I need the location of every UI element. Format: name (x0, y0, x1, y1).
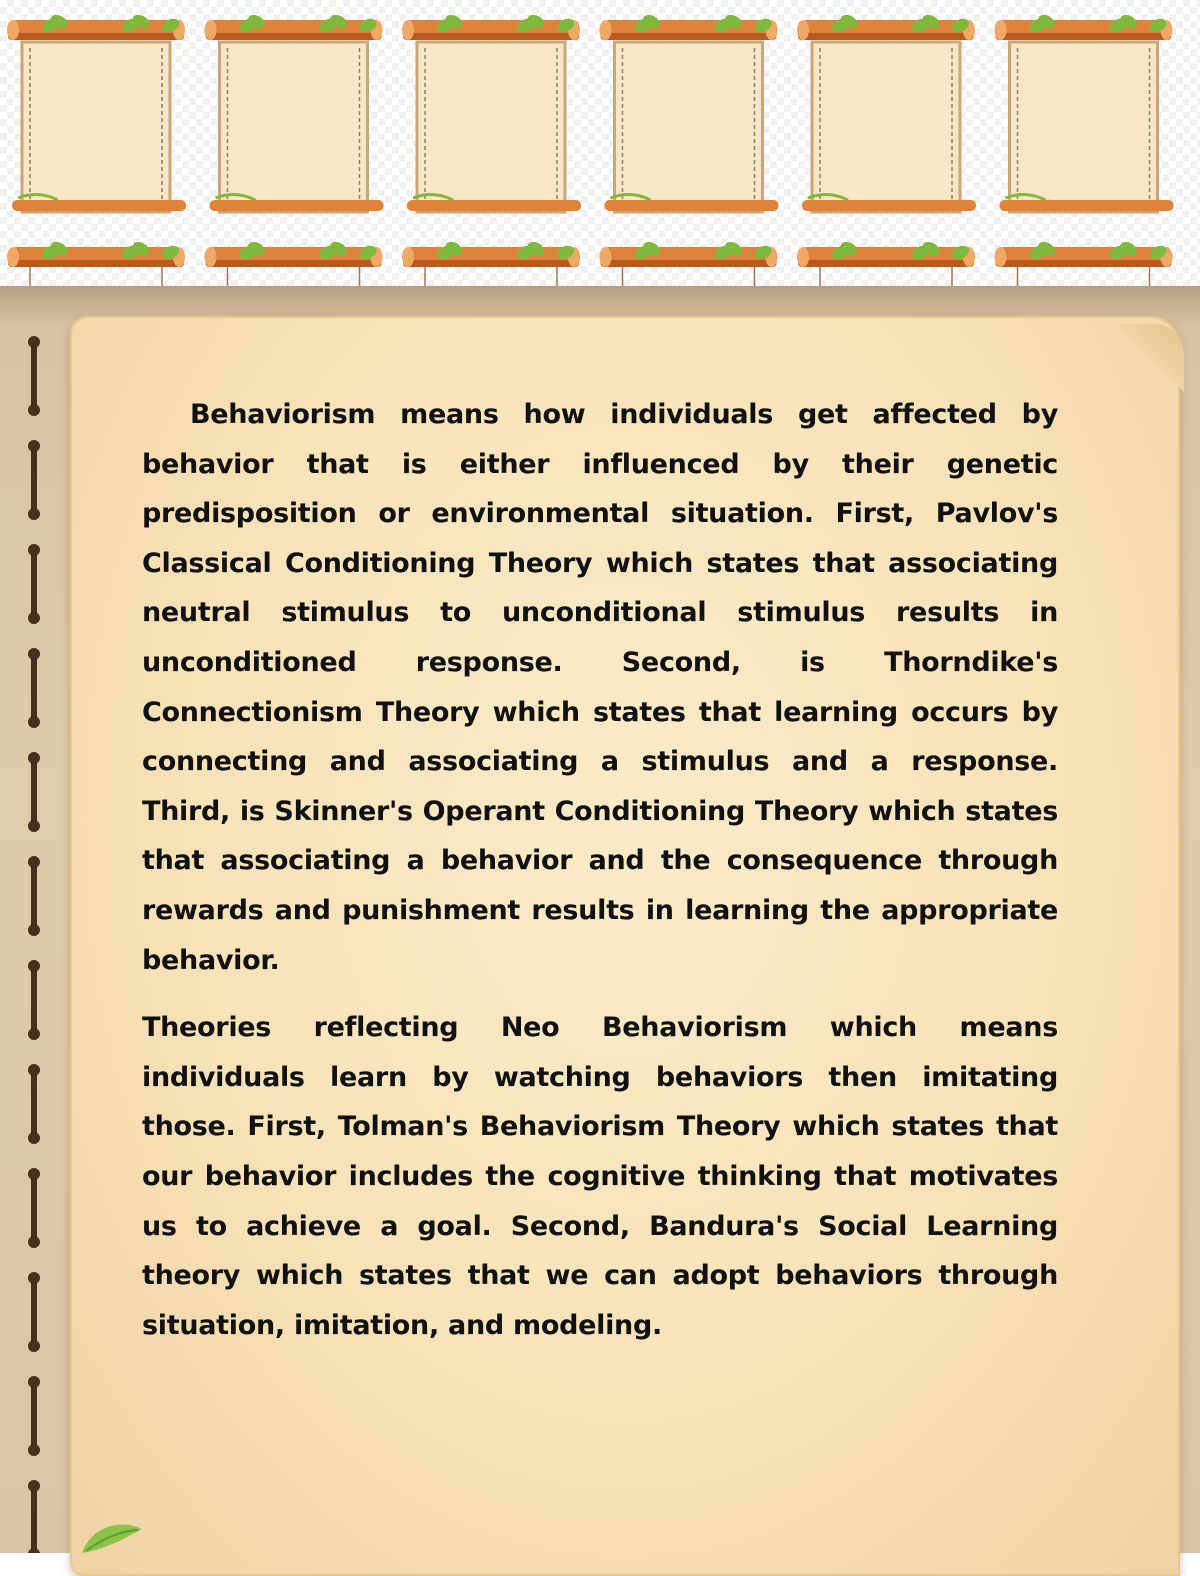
stitch (28, 960, 40, 1040)
stitch (28, 752, 40, 832)
leaf-corner-decoration (72, 1515, 152, 1555)
stitch (28, 336, 40, 416)
stitch (28, 1064, 40, 1144)
scroll-frame (995, 239, 1173, 286)
scroll-frame (205, 12, 384, 212)
decorative-frame-strip (0, 0, 1200, 286)
scroll-frame (7, 239, 185, 286)
stitch (28, 1480, 40, 1553)
scroll-frame (797, 239, 975, 286)
scroll-frame (797, 12, 976, 212)
stitch (28, 1376, 40, 1456)
binding-stitches (22, 330, 46, 1553)
scroll-frame (7, 12, 186, 212)
scroll-frame (995, 12, 1174, 212)
scroll-frame (600, 239, 778, 286)
scroll-frame (205, 239, 383, 286)
stitch (28, 1272, 40, 1352)
stitch (28, 856, 40, 936)
paragraph-neo-behaviorism: Theories reflecting Neo Behaviorism which means individuals learn by watching behaviors then imitating those. First, Tolman's Behaviorism Theory which states that our behavior includes the cognitive thinking that motivates us to achieve a goal. Second, Bandura's Social Learning theory which states that we can adopt behaviors through situation, imitation, and modeling. (142, 1012, 1058, 1341)
scroll-frame (402, 239, 580, 286)
stitch (28, 648, 40, 728)
stitch (28, 1168, 40, 1248)
scroll-frames-graphic (0, 0, 1200, 286)
scroll-frame (402, 12, 581, 212)
stitch (28, 440, 40, 520)
stitch (28, 544, 40, 624)
document-body (142, 390, 1058, 1350)
scroll-frame (600, 12, 779, 212)
paragraph-behaviorism: Behaviorism means how individuals get affected by behavior that is either influenced by their genetic predisposition or environmental situation. First, Pavlov's Classical Conditioning Theory which states that associating neutral stimulus to unconditional stimulus results in unconditioned response. Second, is Thorndike's Connectionism Theory which states that learning occurs by connecting and associating a stimulus and a response. Third, is Skinner's Operant Conditioning Theory which states that associating a behavior and the consequence through rewards and punishment results in learning the appropriate behavior. (142, 399, 1058, 976)
